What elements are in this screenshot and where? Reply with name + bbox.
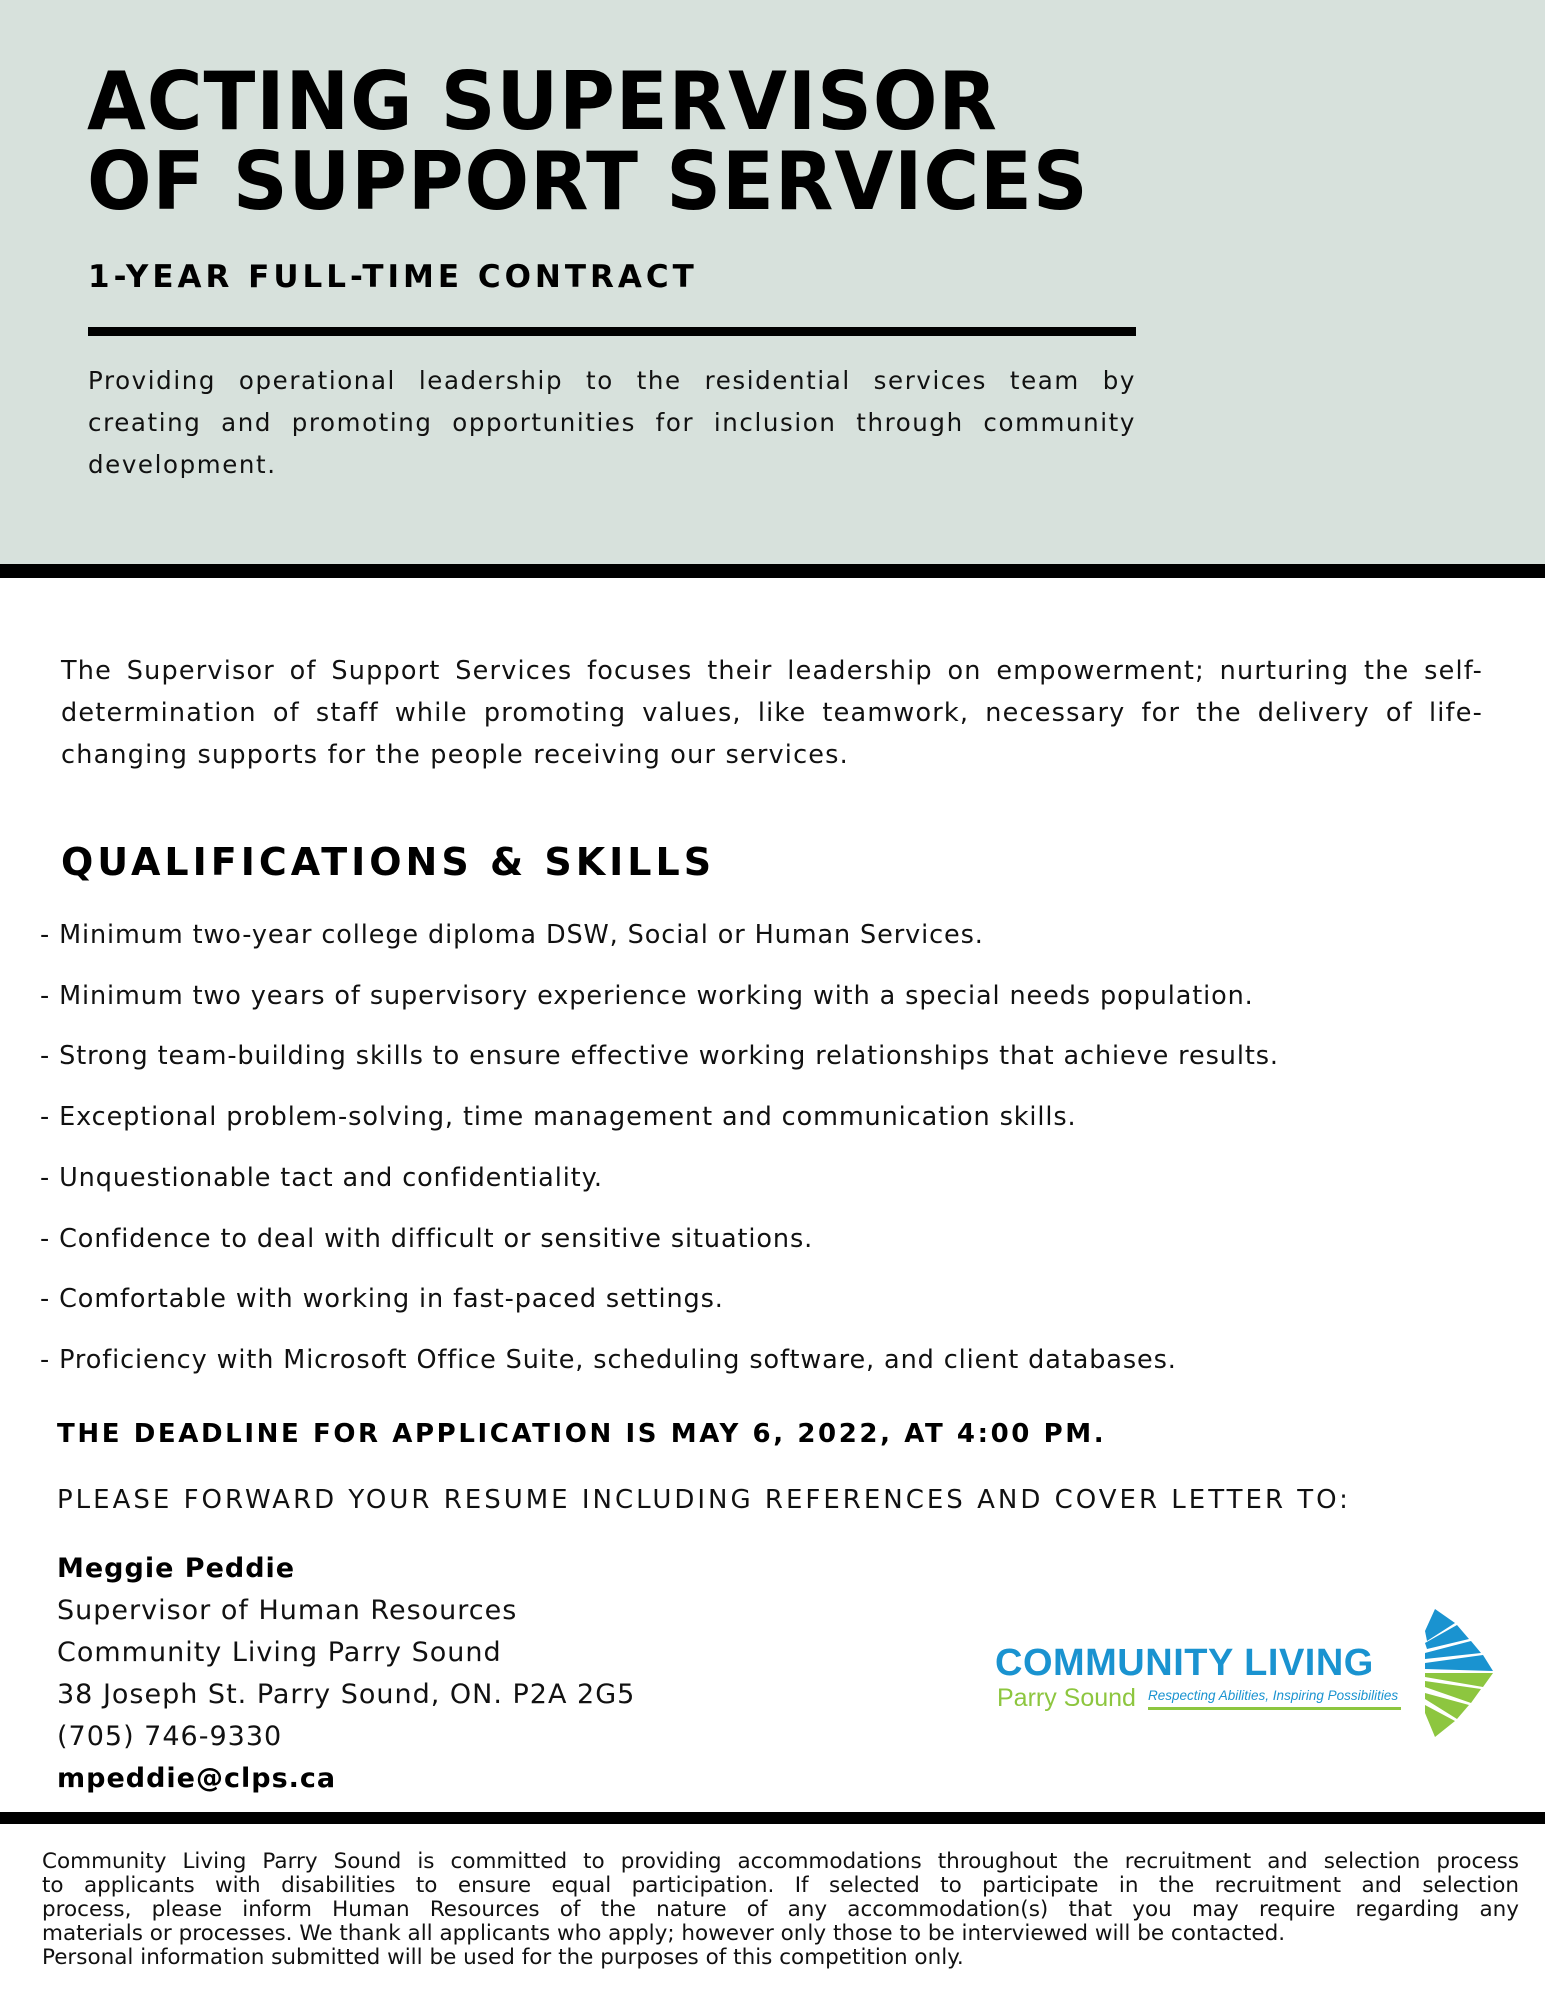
logo-diamond-icon (1395, 1605, 1495, 1740)
job-title-line-2: OF SUPPORT SERVICES (87, 135, 1089, 228)
intro-paragraph: The Supervisor of Support Services focuses their leadership on empowerment; nurturing the self-determination of staff while promoting values, like teamwork, necessary for the delivery of life-changing supports for the people receiving our services. (61, 656, 1483, 770)
qualification-item: - Minimum two-year college diploma DSW, Social or Human Services. (40, 920, 984, 950)
qualification-item: - Minimum two years of supervisory experience working with a special needs population. (40, 980, 1254, 1011)
job-title (87, 55, 1089, 228)
logo-tagline: Respecting Abilities, Inspiring Possibilities (1148, 1688, 1399, 1703)
community-living-logo (995, 1605, 1495, 1740)
section-divider-bottom (0, 1812, 1545, 1824)
qualification-item: - Proficiency with Microsoft Office Suite, scheduling software, and client databases. (40, 1344, 1177, 1375)
contact-organization: Community Living Parry Sound (57, 1637, 502, 1668)
logo-location: Parry Sound (997, 1684, 1136, 1712)
accommodation-disclaimer (42, 1850, 1519, 1970)
header-panel (0, 0, 1545, 564)
qualification-item: - Unquestionable tact and confidentiality. (40, 1162, 603, 1193)
logo-underline (1148, 1707, 1401, 1710)
qualification-item: - Exceptional problem-solving, time management and communication skills. (40, 1102, 1077, 1133)
contact-role: Supervisor of Human Resources (57, 1595, 518, 1626)
qualifications-heading: QUALIFICATIONS & SKILLS (61, 840, 716, 884)
disclaimer-line: to applicants with disabilities to ensure equal participation. If selected to participate in the recruitment and selection (42, 1873, 1519, 1898)
disclaimer-line: process, please inform Human Resources of the nature of any accommodation(s) that you may require regarding any (42, 1897, 1519, 1922)
job-title-line-1: ACTING SUPERVISOR (87, 55, 998, 148)
contact-phone[interactable]: (705) 746-9330 (57, 1721, 283, 1752)
contact-name: Meggie Peddie (57, 1553, 296, 1584)
logo-name: COMMUNITY LIVING (995, 1642, 1374, 1684)
disclaimer-line: Personal information submitted will be used for the purposes of this competition only. (42, 1945, 964, 1970)
qualification-item: - Comfortable with working in fast-paced settings. (40, 1284, 724, 1315)
disclaimer-line: Community Living Parry Sound is committed to providing accommodations throughout the recruitment and selection process (42, 1849, 1519, 1874)
section-divider-top (0, 564, 1545, 578)
header-divider (88, 327, 1136, 336)
qualification-item: - Confidence to deal with difficult or sensitive situations. (40, 1223, 814, 1254)
contact-block (57, 1548, 635, 1800)
lead-paragraph: Providing operational leadership to the residential services team by creating and promoting opportunities for inclusion through community development. (88, 366, 1136, 479)
contract-subtitle: 1-YEAR FULL-TIME CONTRACT (88, 259, 698, 295)
qualification-item: - Strong team-building skills to ensure effective working relationships that achieve results. (40, 1041, 1279, 1072)
contact-address: 38 Joseph St. Parry Sound, ON. P2A 2G5 (57, 1679, 636, 1710)
contact-email[interactable]: mpeddie@clps.ca (57, 1763, 337, 1794)
application-deadline: THE DEADLINE FOR APPLICATION IS MAY 6, 2022, AT 4:00 PM. (57, 1419, 1107, 1449)
qualifications-list (40, 905, 1279, 1391)
disclaimer-line: materials or processes. We thank all applicants who apply; however only those to be interviewed will be contacted. (42, 1921, 1286, 1946)
forward-instructions: PLEASE FORWARD YOUR RESUME INCLUDING REFERENCES AND COVER LETTER TO: (57, 1485, 1351, 1515)
